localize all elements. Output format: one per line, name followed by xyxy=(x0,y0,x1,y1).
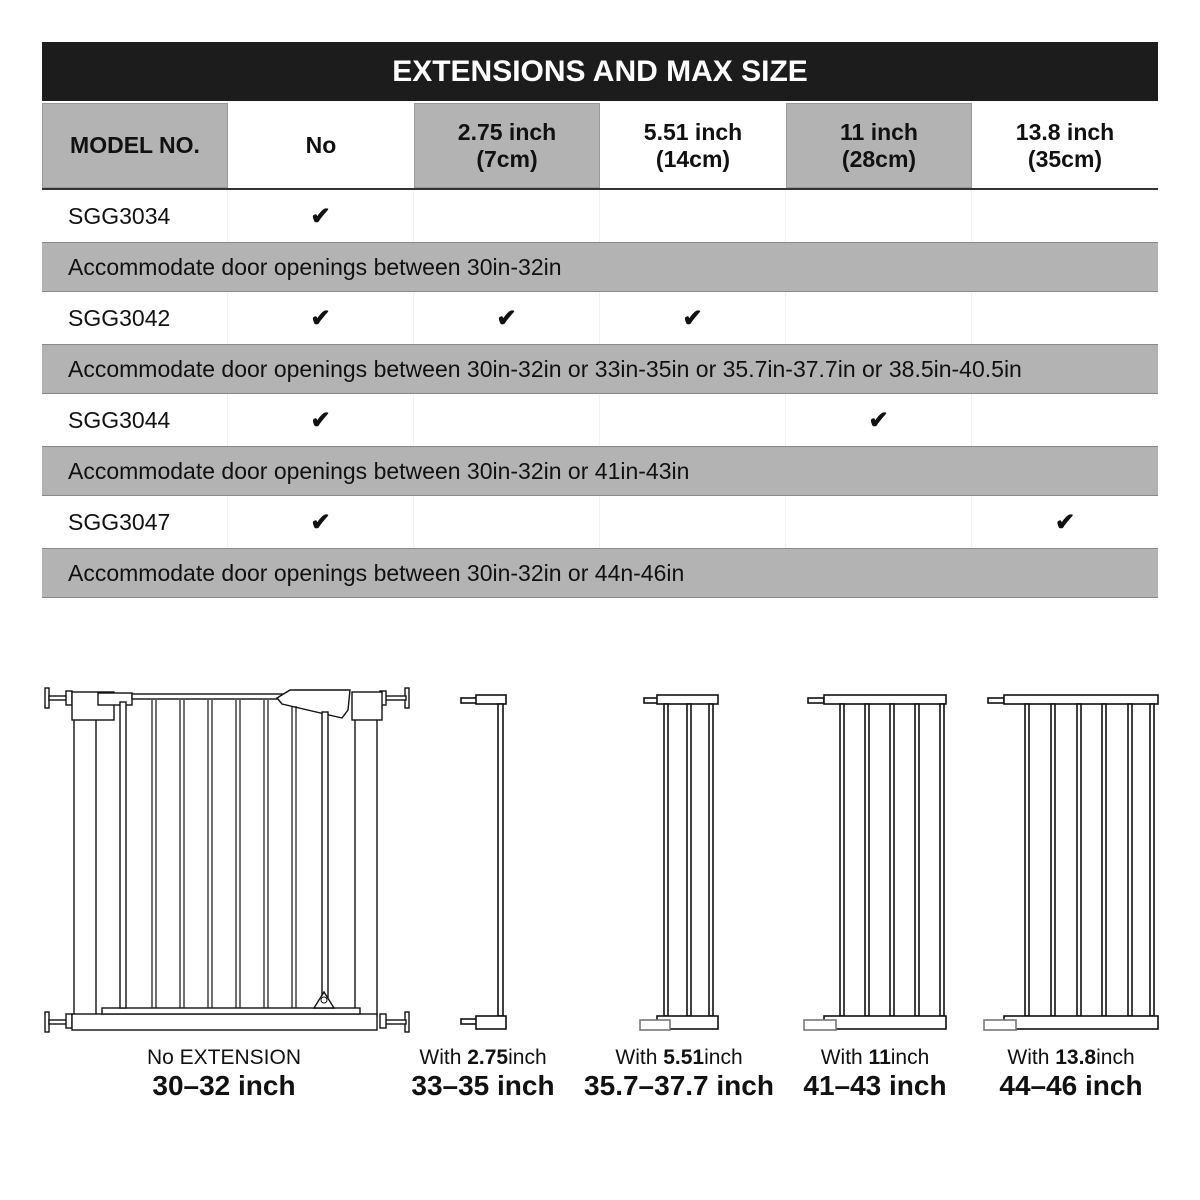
model-number: SGG3044 xyxy=(42,394,228,446)
check-cell xyxy=(972,394,1158,446)
caption-5-51-inch xyxy=(579,1046,779,1102)
check-cell xyxy=(972,190,1158,242)
caption-label: With xyxy=(419,1046,468,1069)
check-icon: ✔ xyxy=(496,304,517,332)
caption-11-inch xyxy=(775,1046,975,1102)
caption-bold: 5.51 xyxy=(663,1046,705,1069)
caption-suffix: inch xyxy=(508,1046,547,1069)
check-cell xyxy=(972,496,1158,548)
check-cell xyxy=(786,394,972,446)
check-cell xyxy=(600,496,786,548)
caption-bold: 13.8 xyxy=(1055,1046,1097,1069)
header-2-75-inch xyxy=(414,103,600,188)
gate-illustrations xyxy=(0,680,1200,1040)
model-number: SGG3047 xyxy=(42,496,228,548)
header-13-8-inch xyxy=(972,103,1158,188)
check-icon: ✔ xyxy=(310,406,331,434)
check-cell xyxy=(600,190,786,242)
header-sublabel: (35cm) xyxy=(1027,145,1103,172)
caption-label: No EXTENSION xyxy=(146,1046,302,1069)
header-no-extension xyxy=(228,103,414,188)
header-model-no xyxy=(42,103,228,188)
table-row xyxy=(42,496,1158,548)
check-icon: ✔ xyxy=(1054,508,1076,536)
check-cell xyxy=(414,394,600,446)
extension-11-inch-illustration xyxy=(800,680,950,1040)
table-title: EXTENSIONS AND MAX SIZE xyxy=(42,42,1158,101)
caption-bold: 2.75 xyxy=(467,1046,509,1069)
caption-suffix: inch xyxy=(704,1046,743,1069)
header-label: No xyxy=(305,132,337,158)
caption-label: With xyxy=(820,1046,869,1069)
header-sublabel: (14cm) xyxy=(655,145,731,172)
check-cell xyxy=(972,292,1158,344)
caption-suffix: inch xyxy=(1096,1046,1135,1069)
caption-size: 41–43 inch xyxy=(803,1070,947,1101)
caption-13-8-inch xyxy=(971,1046,1171,1102)
table-row xyxy=(42,394,1158,446)
model-number: SGG3042 xyxy=(42,292,228,344)
check-cell xyxy=(414,190,600,242)
header-label: 13.8 inch xyxy=(1015,118,1115,145)
header-label: MODEL NO. xyxy=(70,132,200,158)
caption-bold: 11 xyxy=(868,1046,891,1069)
check-cell xyxy=(228,292,414,344)
check-cell xyxy=(786,292,972,344)
extension-13-8-inch-illustration xyxy=(980,680,1160,1040)
header-sublabel: (7cm) xyxy=(476,145,538,172)
check-cell xyxy=(600,394,786,446)
header-label: 11 inch xyxy=(840,118,918,145)
description-row: Accommodate door openings between 30in-32in or 33in-35in or 35.7in-37.7in or 38.5in-40.5in xyxy=(42,344,1158,394)
extensions-table xyxy=(42,103,1158,598)
caption-size: 35.7–37.7 inch xyxy=(584,1070,774,1101)
caption-suffix: inch xyxy=(890,1046,930,1069)
caption-size: 30–32 inch xyxy=(152,1070,296,1101)
caption-no-extension xyxy=(104,1046,344,1102)
caption-label: With xyxy=(1007,1046,1056,1069)
extension-2-75-inch-illustration xyxy=(455,680,515,1040)
table-row xyxy=(42,190,1158,242)
table-row xyxy=(42,292,1158,344)
header-label: 5.51 inch xyxy=(643,118,743,145)
check-cell xyxy=(228,190,414,242)
check-icon: ✔ xyxy=(310,508,331,536)
check-icon: ✔ xyxy=(310,202,331,230)
description-row: Accommodate door openings between 30in-32in or 41in-43in xyxy=(42,446,1158,496)
header-5-51-inch xyxy=(600,103,786,188)
caption-size: 33–35 inch xyxy=(411,1070,555,1101)
check-cell xyxy=(228,394,414,446)
extension-5-51-inch-illustration xyxy=(636,680,726,1040)
check-cell xyxy=(786,496,972,548)
caption-size: 44–46 inch xyxy=(999,1070,1143,1101)
description-row: Accommodate door openings between 30in-32in xyxy=(42,242,1158,292)
check-icon: ✔ xyxy=(310,304,331,332)
check-cell xyxy=(414,292,600,344)
header-11-inch xyxy=(786,103,972,188)
model-number: SGG3034 xyxy=(42,190,228,242)
check-cell xyxy=(600,292,786,344)
header-label: 2.75 inch xyxy=(457,118,557,145)
caption-2-75-inch xyxy=(383,1046,583,1102)
caption-label: With xyxy=(615,1046,664,1069)
check-cell xyxy=(414,496,600,548)
check-icon: ✔ xyxy=(868,406,889,434)
gate-no-extension-illustration xyxy=(42,680,412,1040)
header-row xyxy=(42,103,1158,190)
header-sublabel: (28cm) xyxy=(841,145,917,172)
check-cell xyxy=(228,496,414,548)
check-cell xyxy=(786,190,972,242)
check-icon: ✔ xyxy=(682,304,703,332)
description-row: Accommodate door openings between 30in-32in or 44n-46in xyxy=(42,548,1158,598)
